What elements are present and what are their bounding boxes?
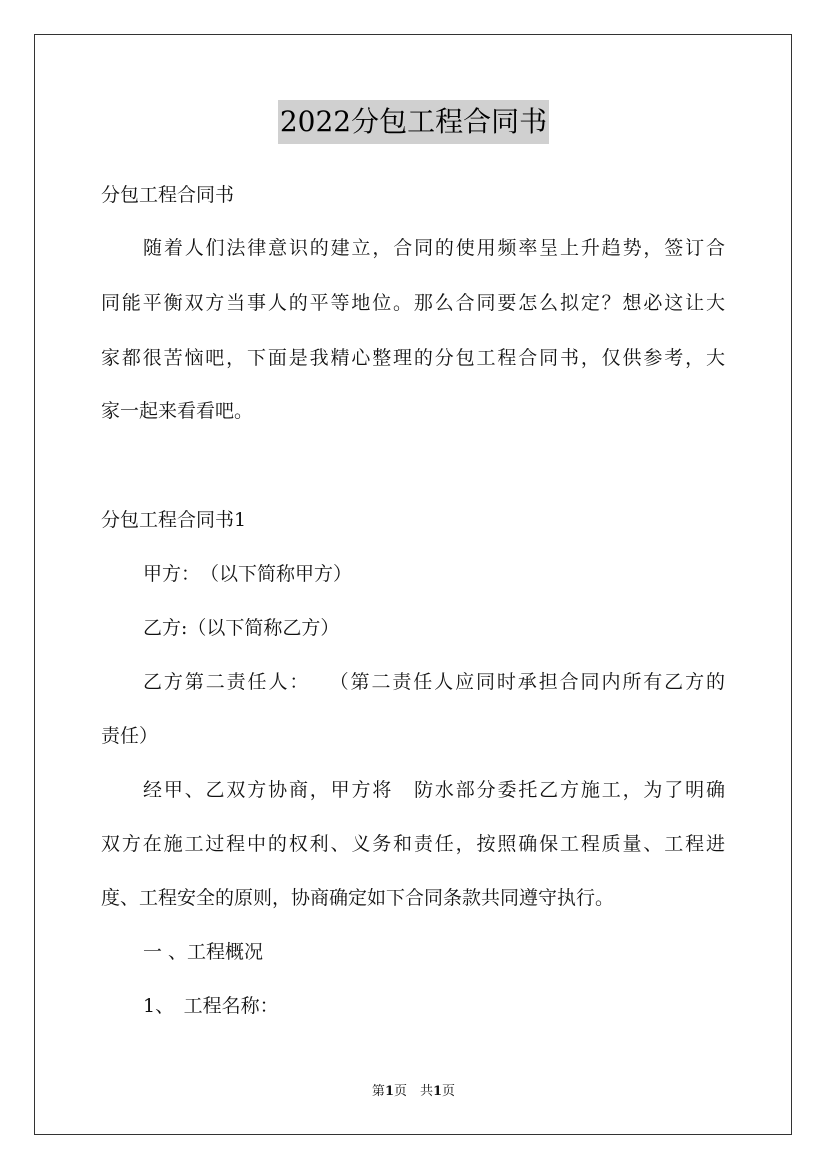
footer-page-current: 1	[384, 1084, 394, 1099]
footer-prefix: 第	[371, 1084, 385, 1099]
party-a-line: 甲方： （以下简称甲方）	[143, 563, 353, 585]
intro-line-3: 家都很苦恼吧，下面是我精心整理的分包工程合同书，仅供参考，大	[101, 347, 725, 369]
intro-line-2: 同能平衡双方当事人的平等地位。那么合同要怎么拟定？想必这让大	[101, 292, 725, 314]
document-title: 2022分包工程合同书	[278, 100, 549, 144]
intro-line-4: 家一起来看看吧。	[101, 400, 254, 422]
agreement-line-1: 经甲、乙双方协商，甲方将 防水部分委托乙方施工，为了明确	[143, 779, 725, 801]
document-title-wrap	[0, 100, 827, 144]
clause-1-heading: 一 、工程概况	[143, 941, 264, 963]
agreement-line-3: 度、工程安全的原则，协商确定如下合同条款共同遵守执行。	[101, 887, 615, 909]
page-footer	[0, 1083, 827, 1101]
party-b-line: 乙方:（以下简称乙方）	[143, 617, 340, 639]
section-heading: 分包工程合同书1	[101, 509, 247, 531]
footer-page-total: 1	[433, 1084, 443, 1099]
document-heading: 分包工程合同书	[101, 184, 235, 206]
clause-1-1: 1、 工程名称：	[143, 995, 279, 1017]
agreement-line-2: 双方在施工过程中的权利、义务和责任，按照确保工程质量、工程进	[101, 833, 725, 855]
footer-suffix: 页	[442, 1084, 456, 1099]
second-responsible-line-2: 责任）	[101, 725, 159, 747]
second-responsible-line-1: 乙方第二责任人： （第二责任人应同时承担合同内所有乙方的	[143, 671, 725, 693]
footer-mid: 页 共	[393, 1084, 433, 1099]
intro-line-1: 随着人们法律意识的建立，合同的使用频率呈上升趋势，签订合	[143, 237, 725, 259]
